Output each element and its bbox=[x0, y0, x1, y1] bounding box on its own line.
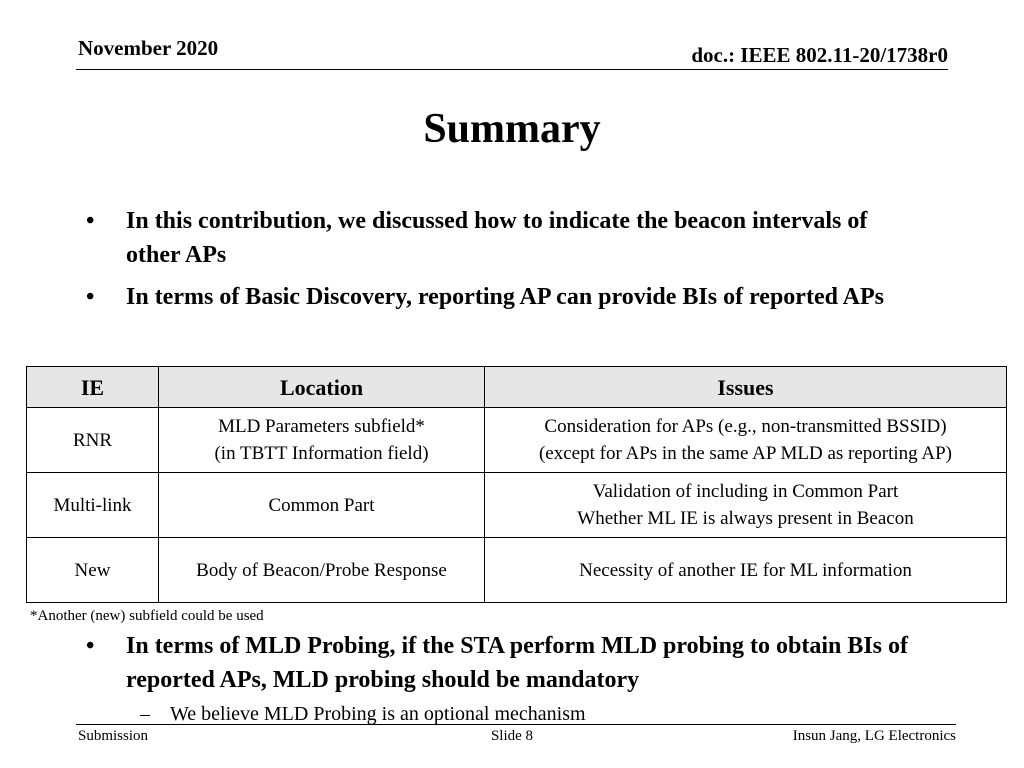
sub-bullet bbox=[140, 703, 586, 726]
footer-rule bbox=[76, 724, 956, 725]
column-header-ie: IE bbox=[27, 367, 159, 408]
cell-issues bbox=[485, 538, 1007, 603]
cell-line: Necessity of another IE for ML information bbox=[579, 559, 912, 581]
bullet-text: In this contribution, we discussed how to indicate the beacon intervals of other APs bbox=[126, 208, 868, 268]
table-row bbox=[27, 473, 1007, 538]
cell-location bbox=[159, 473, 485, 538]
table-row bbox=[27, 538, 1007, 603]
cell-line: Body of Beacon/Probe Response bbox=[196, 559, 447, 581]
cell-line: Whether ML IE is always present in Beacon bbox=[577, 508, 914, 529]
header-doc-id: doc.: IEEE 802.11-20/1738r0 bbox=[691, 43, 948, 67]
bullet-icon: • bbox=[86, 284, 95, 310]
footer-submission: Submission bbox=[78, 728, 149, 744]
cell-line: MLD Parameters subfield* bbox=[218, 416, 425, 437]
bullet-item bbox=[86, 629, 916, 697]
slide-title: Summary bbox=[423, 106, 601, 152]
header-date: November 2020 bbox=[78, 36, 219, 60]
cell-issues bbox=[485, 408, 1007, 473]
column-header-location: Location bbox=[159, 367, 485, 408]
cell-line: (except for APs in the same AP MLD as reporting AP) bbox=[538, 443, 953, 464]
dash-icon: – bbox=[140, 703, 150, 725]
table-row bbox=[27, 408, 1007, 473]
footer-author: Insun Jang, LG Electronics bbox=[792, 728, 956, 744]
cell-ie: New bbox=[27, 538, 159, 603]
bottom-bullet-list bbox=[86, 629, 916, 705]
bullet-icon: • bbox=[86, 208, 95, 234]
cell-location bbox=[159, 538, 485, 603]
cell-line: Consideration for APs (e.g., non-transmitted BSSID) bbox=[544, 416, 947, 437]
column-header-issues: Issues bbox=[485, 367, 1007, 408]
cell-line: Validation of including in Common Part bbox=[592, 481, 899, 502]
cell-line: Common Part bbox=[268, 494, 375, 516]
bullet-icon: • bbox=[86, 633, 95, 659]
header-rule bbox=[76, 69, 948, 70]
bullet-text: In terms of MLD Probing, if the STA perform MLD probing to obtain BIs of reported APs, MLD probing should be mandatory bbox=[126, 633, 909, 693]
cell-issues bbox=[485, 473, 1007, 538]
cell-location bbox=[159, 408, 485, 473]
table-footnote: *Another (new) subfield could be used bbox=[30, 608, 264, 624]
bullet-item bbox=[86, 280, 916, 314]
cell-ie: RNR bbox=[27, 408, 159, 473]
ie-summary-table bbox=[26, 366, 1007, 603]
sub-bullet-text: We believe MLD Probing is an optional mechanism bbox=[170, 703, 586, 725]
bullet-item bbox=[86, 204, 916, 272]
bullet-text: In terms of Basic Discovery, reporting AP can provide BIs of reported APs bbox=[126, 284, 884, 310]
table-header-row bbox=[27, 367, 1007, 408]
footer-slide-number: Slide 8 bbox=[490, 728, 534, 744]
cell-ie: Multi-link bbox=[27, 473, 159, 538]
cell-line: (in TBTT Information field) bbox=[214, 443, 429, 464]
top-bullet-list bbox=[86, 204, 916, 322]
